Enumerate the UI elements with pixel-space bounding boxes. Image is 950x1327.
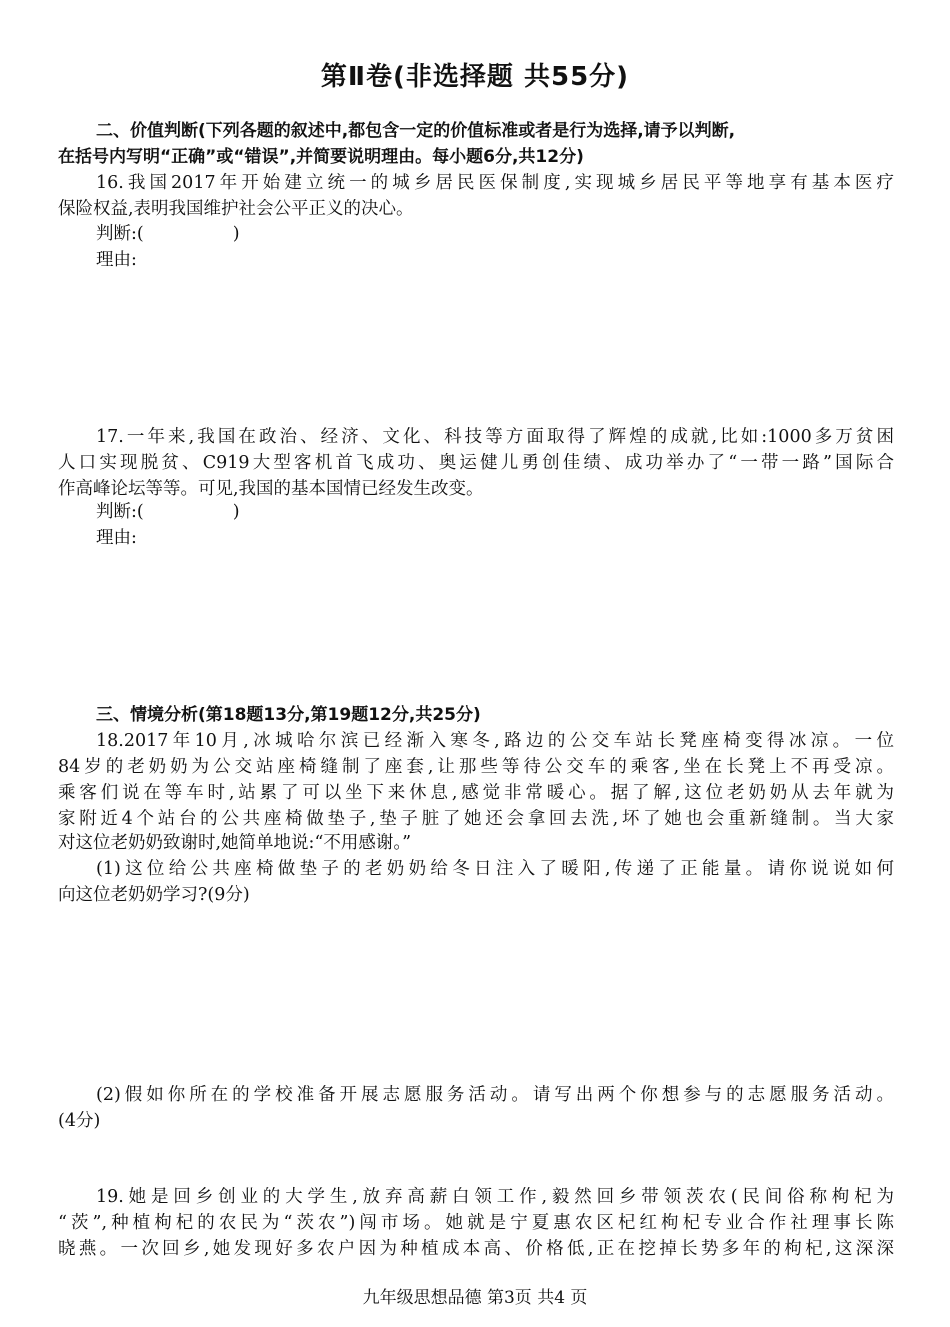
q17-line1: 17.一年来,我国在政治、经济、文化、科技等方面取得了辉煌的成就,比如:1000多万贫困 [96,427,894,447]
section3-heading: 三、情境分析(第18题13分,第19题12分,共25分) [96,705,481,725]
q18-line2: 84岁的老奶奶为公交站座椅缝制了座套,让那些等待公交车的乘客,坐在长凳上不再受凉。 [58,757,894,777]
q18-line1: 18.2017年10月,冰城哈尔滨已经渐入寒冬,路边的公交车站长凳座椅变得冰凉。一位 [96,731,894,751]
q16-reason: 理由: [96,250,137,270]
section2-heading-line2: 在括号内写明“正确”或“错误”,并简要说明理由。每小题6分,共12分) [58,147,584,167]
q17-line3: 作高峰论坛等等。可见,我国的基本国情已经发生改变。 [58,479,484,499]
q18-sub1-line2: 向这位老奶奶学习?(9分) [58,885,250,905]
q16-judge: 判断:( ) [96,224,240,244]
q18-line3: 乘客们说在等车时,站累了可以坐下来休息,感觉非常暖心。据了解,这位老奶奶从去年就为 [58,783,894,803]
q18-line5: 对这位老奶奶致谢时,她简单地说:“不用感谢。” [58,833,412,853]
q19-line3: 晓燕。一次回乡,她发现好多农户因为种植成本高、价格低,正在挖掉长势多年的枸杞,这深深 [58,1239,894,1259]
q18-sub1-line1: (1)这位给公共座椅做垫子的老奶奶给冬日注入了暖阳,传递了正能量。请你说说如何 [96,859,894,879]
q16-line2: 保险权益,表明我国维护社会公平正义的决心。 [58,199,414,219]
q17-reason: 理由: [96,528,137,548]
page-title: 第Ⅱ卷(非选择题 共55分) [320,62,630,92]
q19-line1: 19.她是回乡创业的大学生,放弃高薪白领工作,毅然回乡带领茨农(民间俗称枸杞为 [96,1187,894,1207]
q19-line2: “茨”,种植枸杞的农民为“茨农”)闯市场。她就是宁夏惠农区杞红枸杞专业合作社理事长陈 [58,1213,894,1233]
q17-line2: 人口实现脱贫、C919大型客机首飞成功、奥运健儿勇创佳绩、成功举办了“一带一路”国际合 [58,453,894,473]
q18-sub2-line1: (2)假如你所在的学校准备开展志愿服务活动。请写出两个你想参与的志愿服务活动。 [96,1085,894,1105]
q17-judge: 判断:( ) [96,502,240,522]
q16-line1: 16.我国2017年开始建立统一的城乡居民医保制度,实现城乡居民平等地享有基本医疗 [96,173,894,193]
q18-sub2-line2: (4分) [58,1111,101,1131]
page-footer: 九年级思想品德 第3页 共4 页 [362,1288,588,1308]
section2-heading-line1: 二、价值判断(下列各题的叙述中,都包含一定的价值标准或者是行为选择,请予以判断, [96,121,736,141]
q18-line4: 家附近4个站台的公共座椅做垫子,垫子脏了她还会拿回去洗,坏了她也会重新缝制。当大家 [58,809,894,829]
